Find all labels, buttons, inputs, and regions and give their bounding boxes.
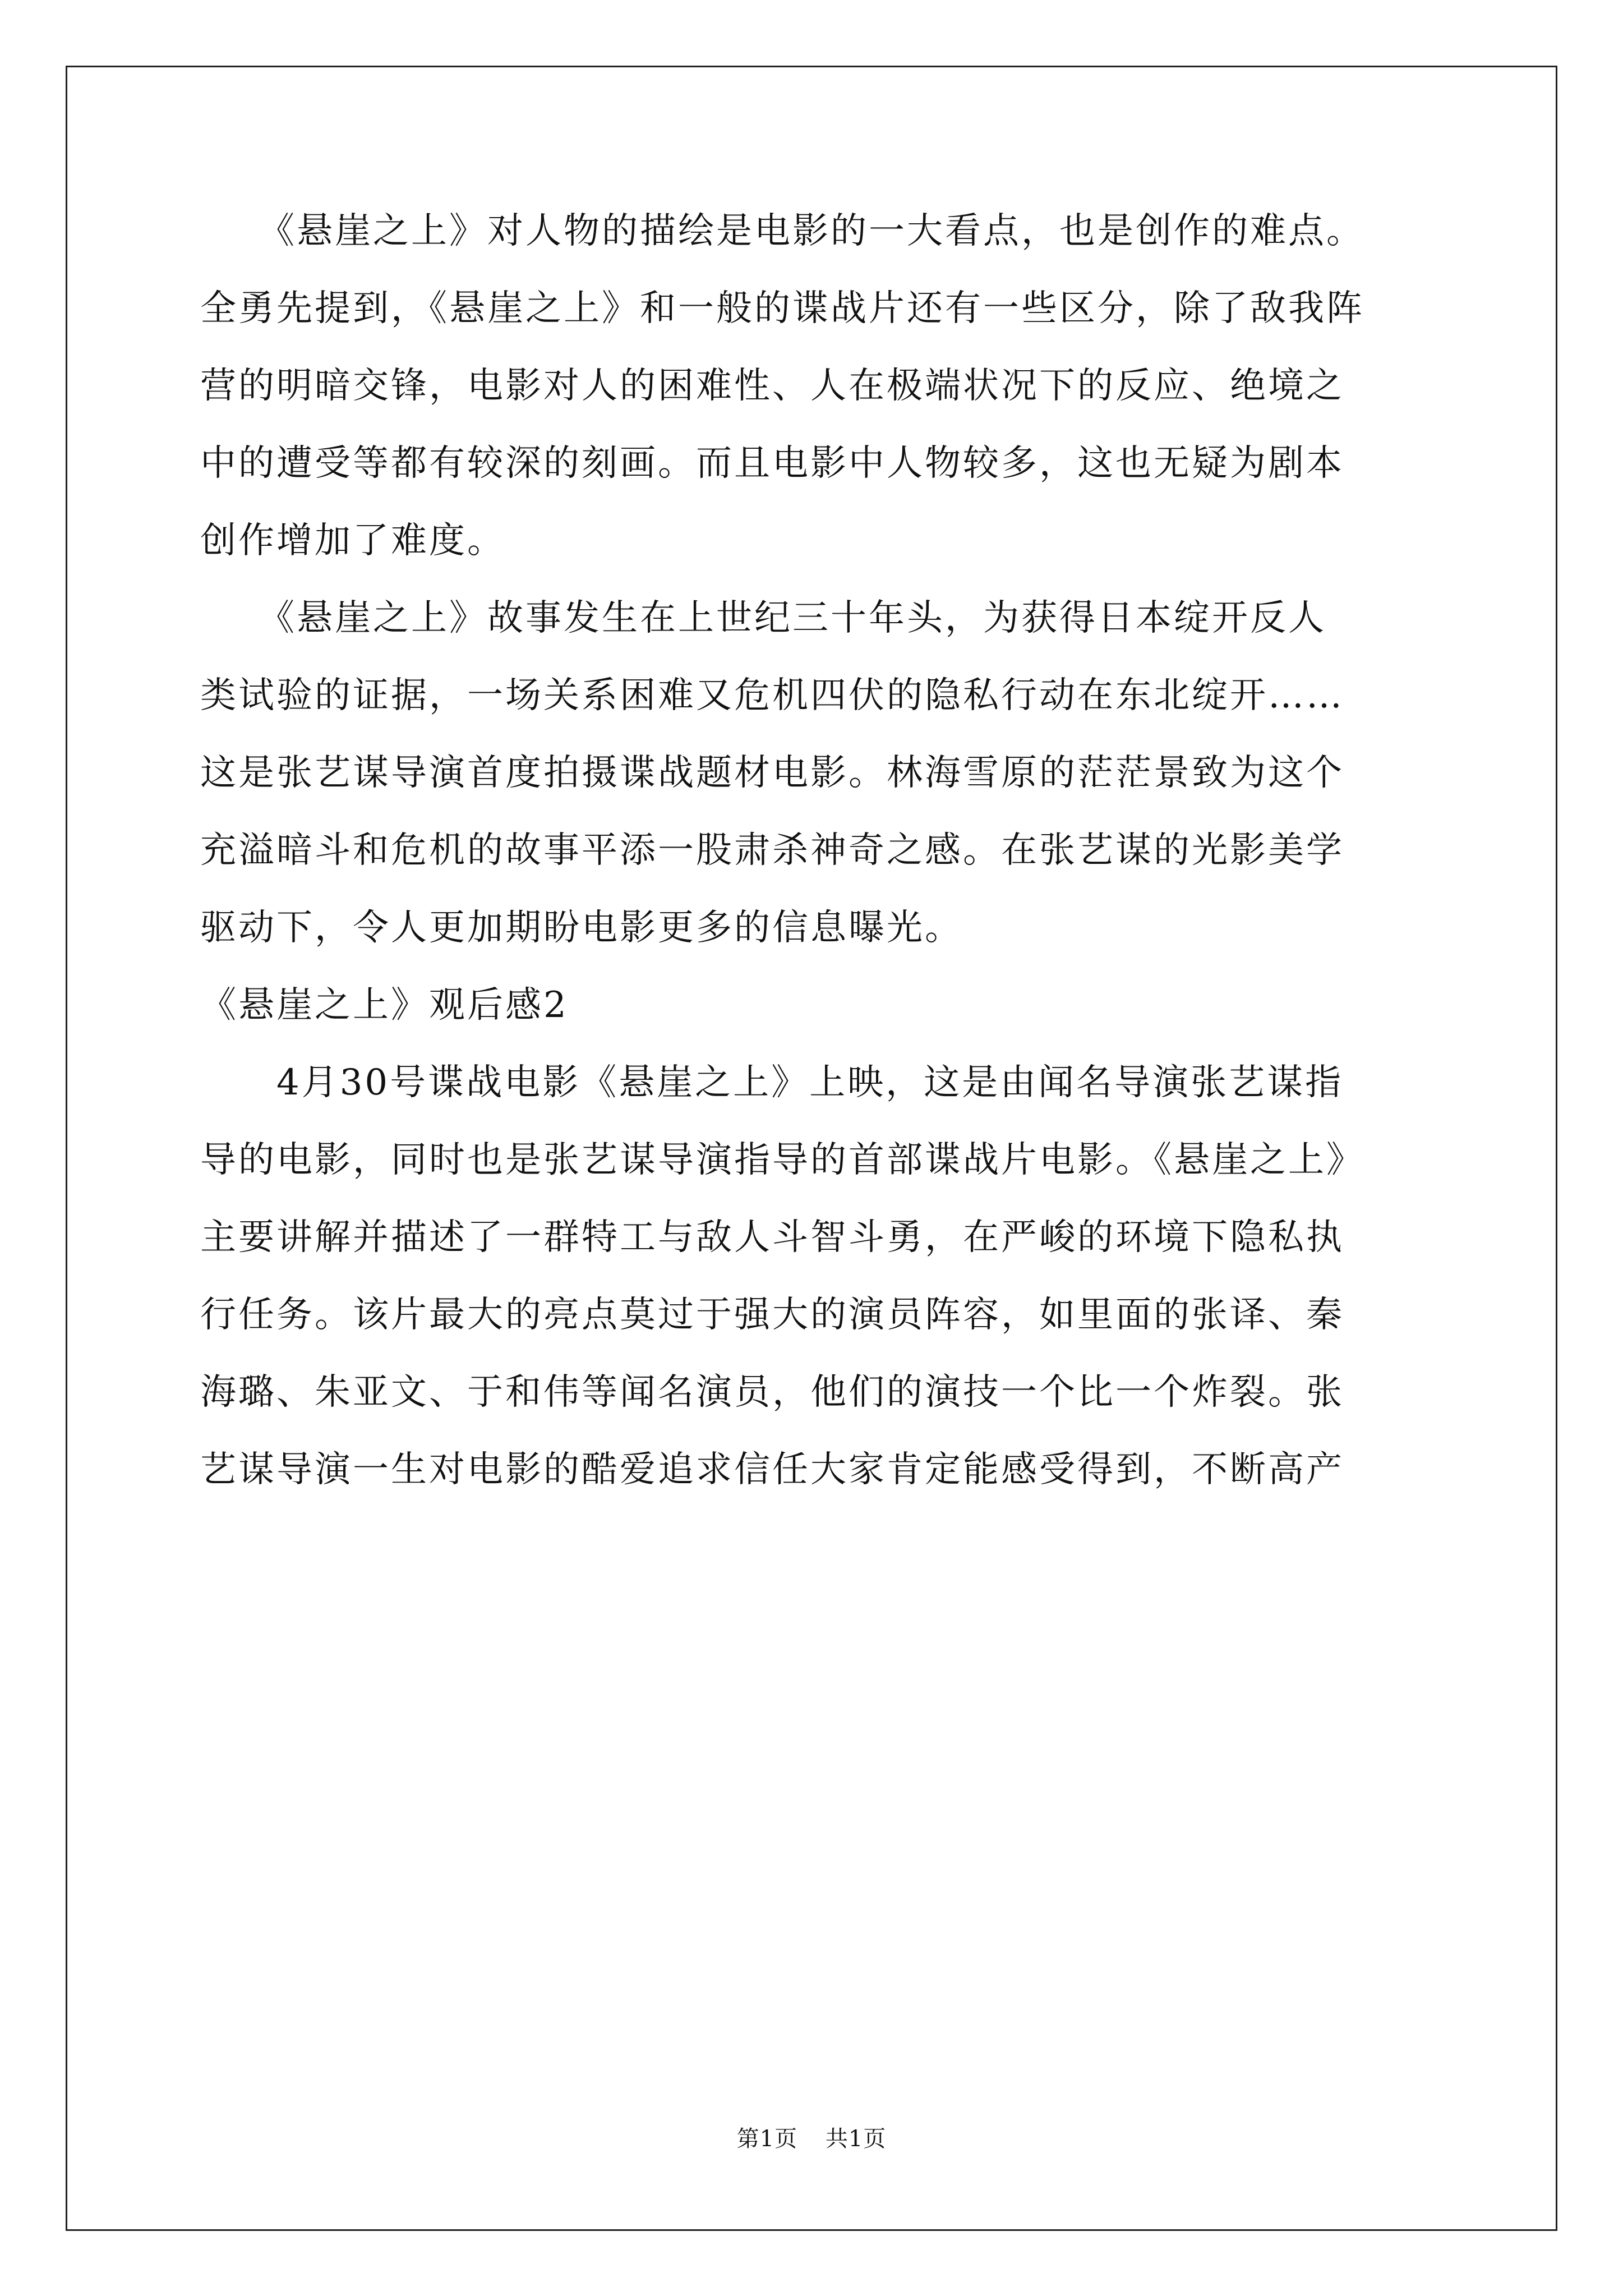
page-number: 第1页 — [736, 2126, 798, 2152]
section-heading: 《悬崖之上》观后感2 — [200, 984, 569, 1026]
text-line: 导的电影，同时也是张艺谋导演指导的首部谍战片电影。《悬崖之上》 — [200, 1139, 1364, 1181]
text-line: 4月30号谍战电影《悬崖之上》上映，这是由闻名导演张艺谋指 — [200, 1062, 1344, 1103]
text-line: 艺谋导演一生对电影的酷爱追求信任大家肯定能感受得到，不断高产 — [200, 1449, 1344, 1490]
text-line: 驱动下，令人更加期盼电影更多的信息曝光。 — [200, 907, 963, 949]
text-line: 充溢暗斗和危机的故事平添一股肃杀神奇之感。在张艺谋的光影美学 — [200, 830, 1344, 871]
text-line: 营的明暗交锋，电影对人的困难性、人在极端状况下的反应、绝境之 — [200, 365, 1344, 407]
text-line: 《悬崖之上》故事发生在上世纪三十年头，为获得日本绽开反人 — [200, 597, 1326, 639]
text-line: 海璐、朱亚文、于和伟等闻名演员，他们的演技一个比一个炸裂。张 — [200, 1372, 1344, 1413]
text-line: 行任务。该片最大的亮点莫过于强大的演员阵容，如里面的张译、秦 — [200, 1294, 1344, 1336]
text-line: 创作增加了难度。 — [200, 520, 505, 562]
text-line: 中的遭受等都有较深的刻画。而且电影中人物较多，这也无疑为剧本 — [200, 443, 1344, 484]
text-line: 全勇先提到，《悬崖之上》和一般的谍战片还有一些区分，除了敌我阵 — [200, 288, 1364, 329]
page-total: 共1页 — [825, 2126, 887, 2152]
text-line: 类试验的证据，一场关系困难又危机四伏的隐私行动在东北绽开…… — [200, 675, 1344, 716]
text-line: 这是张艺谋导演首度拍摄谍战题材电影。林海雪原的茫茫景致为这个 — [200, 752, 1344, 794]
text-line: 主要讲解并描述了一群特工与敌人斗智斗勇，在严峻的环境下隐私执 — [200, 1217, 1344, 1258]
text-line: 《悬崖之上》对人物的描绘是电影的一大看点，也是创作的难点。 — [200, 210, 1364, 252]
page-footer — [0, 2125, 1623, 2153]
